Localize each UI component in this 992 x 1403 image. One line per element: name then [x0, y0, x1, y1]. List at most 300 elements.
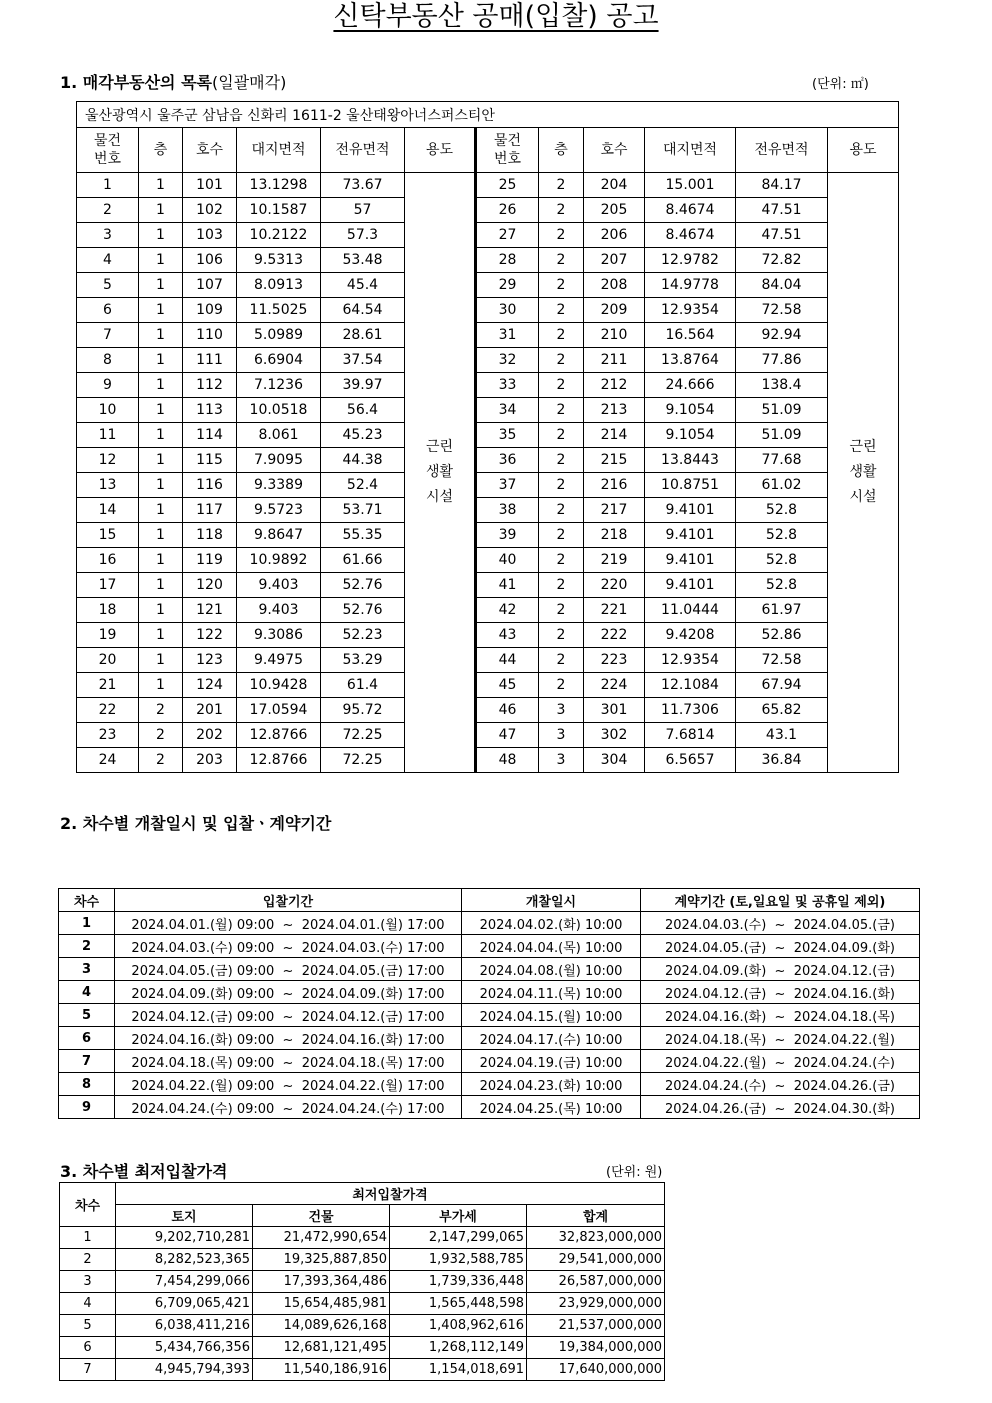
table-cell: 77.68: [736, 448, 828, 473]
usage-cell-left: 근린 생활 시설: [405, 173, 476, 773]
round-cell: 5: [60, 1315, 116, 1337]
table-cell: 6.5657: [645, 748, 736, 773]
table-cell: 202: [183, 723, 237, 748]
price-cell: 17,393,364,486: [253, 1271, 390, 1293]
table-cell: 9.403: [237, 573, 321, 598]
table-cell: 1: [139, 223, 183, 248]
round-header: 차수: [60, 1183, 116, 1227]
column-header: 합계: [527, 1205, 665, 1227]
table-cell: 223: [584, 648, 645, 673]
table-cell: 2: [539, 623, 584, 648]
table-cell: 45.4: [321, 273, 405, 298]
round-cell: 6: [60, 1337, 116, 1359]
table-cell: 2: [139, 698, 183, 723]
table-cell: 2024.04.05.(금) 09:00 ~ 2024.04.05.(금) 17:00: [115, 958, 462, 981]
table-cell: 77.86: [736, 348, 828, 373]
table-row: [77, 473, 899, 498]
table-row: [59, 1096, 920, 1119]
round-cell: 8: [59, 1073, 115, 1096]
table-cell: 10.9892: [237, 548, 321, 573]
table-cell: 16.564: [645, 323, 736, 348]
table-cell: 2024.04.18.(목) 09:00 ~ 2024.04.18.(목) 17:00: [115, 1050, 462, 1073]
table-cell: 2024.04.19.(금) 10:00: [462, 1050, 641, 1073]
price-cell: 26,587,000,000: [527, 1271, 665, 1293]
table-cell: 57.3: [321, 223, 405, 248]
column-header: 전유면적: [321, 128, 405, 173]
table-cell: 120: [183, 573, 237, 598]
table-cell: 61.02: [736, 473, 828, 498]
table-cell: 2: [539, 173, 584, 198]
table-row: [59, 1073, 920, 1096]
table-cell: 1: [139, 423, 183, 448]
table-cell: 212: [584, 373, 645, 398]
table-cell: 28.61: [321, 323, 405, 348]
column-header: 토지: [116, 1205, 253, 1227]
table-row: [77, 673, 899, 698]
table-cell: 2: [539, 448, 584, 473]
table-cell: 53.71: [321, 498, 405, 523]
table-cell: 138.4: [736, 373, 828, 398]
table-cell: 10.9428: [237, 673, 321, 698]
table-cell: 106: [183, 248, 237, 273]
minimum-price-table: [59, 1182, 665, 1381]
table-cell: 107: [183, 273, 237, 298]
header-row: [59, 889, 920, 912]
table-cell: 2024.04.26.(금) ~ 2024.04.30.(화): [641, 1096, 920, 1119]
table-cell: 9.4975: [237, 648, 321, 673]
table-cell: 218: [584, 523, 645, 548]
table-cell: 72.25: [321, 748, 405, 773]
table-cell: 21: [77, 673, 139, 698]
table-cell: 2: [539, 548, 584, 573]
table-cell: 2024.04.09.(화) ~ 2024.04.12.(금): [641, 958, 920, 981]
table-row: [77, 723, 899, 748]
table-cell: 9.403: [237, 598, 321, 623]
table-cell: 2: [539, 398, 584, 423]
price-cell: 6,709,065,421: [116, 1293, 253, 1315]
table-cell: 24.666: [645, 373, 736, 398]
table-cell: 9.4101: [645, 573, 736, 598]
price-cell: 4,945,794,393: [116, 1359, 253, 1381]
table-cell: 34: [476, 398, 539, 423]
table-cell: 219: [584, 548, 645, 573]
table-cell: 2024.04.11.(목) 10:00: [462, 981, 641, 1004]
table-cell: 57: [321, 198, 405, 223]
table-cell: 47.51: [736, 223, 828, 248]
table-cell: 2024.04.04.(목) 10:00: [462, 935, 641, 958]
table-cell: 101: [183, 173, 237, 198]
table-cell: 1: [139, 248, 183, 273]
table-cell: 52.86: [736, 623, 828, 648]
table-cell: 37.54: [321, 348, 405, 373]
column-header: 호수: [183, 128, 237, 173]
round-cell: 5: [59, 1004, 115, 1027]
table-cell: 11: [77, 423, 139, 448]
table-cell: 7.1236: [237, 373, 321, 398]
table-cell: 52.8: [736, 573, 828, 598]
table-row: [60, 1315, 665, 1337]
table-cell: 8.4674: [645, 223, 736, 248]
table-row: [59, 912, 920, 935]
table-cell: 13.1298: [237, 173, 321, 198]
table-cell: 12.8766: [237, 748, 321, 773]
address-row: [77, 102, 899, 128]
table-cell: 48: [476, 748, 539, 773]
table-cell: 41: [476, 573, 539, 598]
round-cell: 2: [60, 1249, 116, 1271]
table-cell: 2: [539, 248, 584, 273]
table-cell: 8.0913: [237, 273, 321, 298]
table-cell: 12.9354: [645, 298, 736, 323]
table-cell: 5: [77, 273, 139, 298]
price-cell: 19,384,000,000: [527, 1337, 665, 1359]
table-cell: 9.1054: [645, 423, 736, 448]
table-cell: 206: [584, 223, 645, 248]
column-header: 차수: [59, 889, 115, 912]
table-cell: 2024.04.01.(월) 09:00 ~ 2024.04.01.(월) 17:00: [115, 912, 462, 935]
group-header: 최저입찰가격: [116, 1183, 665, 1205]
table-row: [60, 1271, 665, 1293]
column-header: 전유면적: [736, 128, 828, 173]
table-row: [77, 223, 899, 248]
table-cell: 207: [584, 248, 645, 273]
table-cell: 220: [584, 573, 645, 598]
table-cell: 122: [183, 623, 237, 648]
table-row: [77, 623, 899, 648]
column-header: 물건 번호: [77, 128, 139, 173]
table-cell: 9.8647: [237, 523, 321, 548]
price-cell: 23,929,000,000: [527, 1293, 665, 1315]
table-cell: 2: [77, 198, 139, 223]
table-cell: 84.04: [736, 273, 828, 298]
table-cell: 1: [139, 448, 183, 473]
table-cell: 95.72: [321, 698, 405, 723]
table-cell: 11.5025: [237, 298, 321, 323]
table-cell: 2: [139, 748, 183, 773]
table-cell: 1: [139, 473, 183, 498]
column-header: 건물: [253, 1205, 390, 1227]
table-cell: 214: [584, 423, 645, 448]
table-cell: 84.17: [736, 173, 828, 198]
table-row: [77, 348, 899, 373]
table-cell: 2: [539, 373, 584, 398]
table-cell: 118: [183, 523, 237, 548]
column-header: 층: [539, 128, 584, 173]
table-cell: 25: [476, 173, 539, 198]
table-cell: 7.9095: [237, 448, 321, 473]
table-row: [77, 398, 899, 423]
table-cell: 117: [183, 498, 237, 523]
column-header: 물건 번호: [476, 128, 539, 173]
table-cell: 2: [539, 673, 584, 698]
table-cell: 13: [77, 473, 139, 498]
table-cell: 109: [183, 298, 237, 323]
table-row: [77, 748, 899, 773]
column-header: 용도: [828, 128, 899, 173]
price-cell: 1,932,588,785: [390, 1249, 527, 1271]
table-cell: 32: [476, 348, 539, 373]
table-cell: 52.8: [736, 548, 828, 573]
column-header: 입찰기간: [115, 889, 462, 912]
table-cell: 110: [183, 323, 237, 348]
table-cell: 40: [476, 548, 539, 573]
table-cell: 67.94: [736, 673, 828, 698]
price-cell: 1,739,336,448: [390, 1271, 527, 1293]
price-cell: 19,325,887,850: [253, 1249, 390, 1271]
table-cell: 302: [584, 723, 645, 748]
price-cell: 6,038,411,216: [116, 1315, 253, 1337]
table-cell: 18: [77, 598, 139, 623]
table-cell: 30: [476, 298, 539, 323]
table-row: [59, 1004, 920, 1027]
table-cell: 2024.04.22.(월) ~ 2024.04.24.(수): [641, 1050, 920, 1073]
table-cell: 2024.04.08.(월) 10:00: [462, 958, 641, 981]
table-cell: 51.09: [736, 398, 828, 423]
table-row: [77, 573, 899, 598]
table-cell: 15.001: [645, 173, 736, 198]
table-cell: 12: [77, 448, 139, 473]
table-cell: 10.0518: [237, 398, 321, 423]
table-cell: 92.94: [736, 323, 828, 348]
table-cell: 2: [539, 648, 584, 673]
table-cell: 72.82: [736, 248, 828, 273]
table-cell: 2: [539, 198, 584, 223]
price-cell: 21,537,000,000: [527, 1315, 665, 1337]
table-cell: 121: [183, 598, 237, 623]
table-cell: 45.23: [321, 423, 405, 448]
table-row: [77, 373, 899, 398]
table-cell: 44.38: [321, 448, 405, 473]
column-header: 대지면적: [237, 128, 321, 173]
table-cell: 115: [183, 448, 237, 473]
round-cell: 4: [59, 981, 115, 1004]
table-cell: 72.25: [321, 723, 405, 748]
table-cell: 52.4: [321, 473, 405, 498]
price-cell: 1,565,448,598: [390, 1293, 527, 1315]
table-cell: 72.58: [736, 298, 828, 323]
table-row: [77, 323, 899, 348]
table-cell: 2: [539, 498, 584, 523]
table-cell: 12.1084: [645, 673, 736, 698]
table-cell: 5.0989: [237, 323, 321, 348]
table-row: [77, 423, 899, 448]
table-cell: 31: [476, 323, 539, 348]
header-row: [60, 1205, 665, 1227]
round-cell: 1: [60, 1227, 116, 1249]
table-cell: 1: [139, 198, 183, 223]
table-cell: 2024.04.18.(목) ~ 2024.04.22.(월): [641, 1027, 920, 1050]
table-row: [77, 598, 899, 623]
price-cell: 21,472,990,654: [253, 1227, 390, 1249]
round-cell: 1: [59, 912, 115, 935]
table-cell: 3: [539, 748, 584, 773]
table-cell: 52.23: [321, 623, 405, 648]
price-cell: 12,681,121,495: [253, 1337, 390, 1359]
table-cell: 47: [476, 723, 539, 748]
column-header: 대지면적: [645, 128, 736, 173]
table-cell: 8.4674: [645, 198, 736, 223]
table-cell: 14: [77, 498, 139, 523]
table-row: [77, 498, 899, 523]
table-cell: 9.1054: [645, 398, 736, 423]
table-cell: 9.4208: [645, 623, 736, 648]
table-cell: 52.8: [736, 498, 828, 523]
table-cell: 1: [139, 648, 183, 673]
table-row: [60, 1337, 665, 1359]
table-row: [59, 1027, 920, 1050]
table-row: [77, 648, 899, 673]
table-cell: 17: [77, 573, 139, 598]
table-cell: 35: [476, 423, 539, 448]
section3-heading: 3. 차수별 최저입찰가격: [60, 1162, 228, 1181]
table-cell: 2024.04.12.(금) ~ 2024.04.16.(화): [641, 981, 920, 1004]
table-cell: 51.09: [736, 423, 828, 448]
table-cell: 1: [139, 348, 183, 373]
table-cell: 53.48: [321, 248, 405, 273]
table-cell: 2024.04.05.(금) ~ 2024.04.09.(화): [641, 935, 920, 958]
table-cell: 4: [77, 248, 139, 273]
table-cell: 1: [77, 173, 139, 198]
table-cell: 61.4: [321, 673, 405, 698]
section2-heading: 2. 차수별 개찰일시 및 입찰ㆍ계약기간: [60, 814, 332, 833]
price-cell: 9,202,710,281: [116, 1227, 253, 1249]
table-row: [59, 935, 920, 958]
table-cell: 47.51: [736, 198, 828, 223]
table-cell: 20: [77, 648, 139, 673]
table-cell: 2024.04.24.(수) ~ 2024.04.26.(금): [641, 1073, 920, 1096]
table-row: [60, 1359, 665, 1381]
price-cell: 32,823,000,000: [527, 1227, 665, 1249]
table-cell: 29: [476, 273, 539, 298]
round-cell: 7: [59, 1050, 115, 1073]
table-cell: 204: [584, 173, 645, 198]
table-cell: 216: [584, 473, 645, 498]
table-row: [59, 1050, 920, 1073]
table-cell: 16: [77, 548, 139, 573]
table-cell: 3: [77, 223, 139, 248]
table-cell: 2: [539, 423, 584, 448]
round-cell: 2: [59, 935, 115, 958]
table-cell: 1: [139, 373, 183, 398]
table-row: [77, 698, 899, 723]
column-header: 용도: [405, 128, 476, 173]
table-cell: 1: [139, 548, 183, 573]
table-row: [60, 1249, 665, 1271]
table-cell: 201: [183, 698, 237, 723]
table-cell: 13.8443: [645, 448, 736, 473]
table-cell: 1: [139, 273, 183, 298]
table-cell: 211: [584, 348, 645, 373]
table-row: [77, 448, 899, 473]
table-row: [59, 981, 920, 1004]
table-cell: 26: [476, 198, 539, 223]
table-cell: 2: [539, 523, 584, 548]
table-cell: 12.9782: [645, 248, 736, 273]
table-cell: 24: [77, 748, 139, 773]
table-cell: 56.4: [321, 398, 405, 423]
round-cell: 3: [60, 1271, 116, 1293]
table-cell: 1: [139, 623, 183, 648]
table-cell: 103: [183, 223, 237, 248]
table-cell: 9.5313: [237, 248, 321, 273]
table-cell: 43.1: [736, 723, 828, 748]
table-cell: 2024.04.17.(수) 10:00: [462, 1027, 641, 1050]
table-row: [77, 548, 899, 573]
table-cell: 52.76: [321, 598, 405, 623]
table-cell: 124: [183, 673, 237, 698]
table-cell: 2: [539, 598, 584, 623]
table-cell: 112: [183, 373, 237, 398]
column-header: 호수: [584, 128, 645, 173]
table-row: [77, 248, 899, 273]
table-cell: 65.82: [736, 698, 828, 723]
table-cell: 52.8: [736, 523, 828, 548]
section1-unit: (단위: ㎡): [812, 77, 869, 92]
table-cell: 6.6904: [237, 348, 321, 373]
column-header: 계약기간 (토,일요일 및 공휴일 제외): [641, 889, 920, 912]
table-cell: 43: [476, 623, 539, 648]
table-cell: 44: [476, 648, 539, 673]
table-cell: 102: [183, 198, 237, 223]
table-cell: 46: [476, 698, 539, 723]
table-cell: 2: [539, 223, 584, 248]
table-row: [77, 273, 899, 298]
table-row: [60, 1293, 665, 1315]
table-cell: 119: [183, 548, 237, 573]
table-cell: 2024.04.22.(월) 09:00 ~ 2024.04.22.(월) 17:00: [115, 1073, 462, 1096]
table-cell: 301: [584, 698, 645, 723]
page-title: 신탁부동산 공매(입찰) 공고: [333, 1, 659, 32]
table-cell: 36: [476, 448, 539, 473]
price-cell: 2,147,299,065: [390, 1227, 527, 1249]
table-cell: 45: [476, 673, 539, 698]
table-cell: 12.9354: [645, 648, 736, 673]
table-cell: 2024.04.02.(화) 10:00: [462, 912, 641, 935]
table-cell: 1: [139, 323, 183, 348]
table-cell: 209: [584, 298, 645, 323]
table-cell: 61.97: [736, 598, 828, 623]
table-cell: 10.8751: [645, 473, 736, 498]
table-cell: 53.29: [321, 648, 405, 673]
price-cell: 1,268,112,149: [390, 1337, 527, 1359]
table-cell: 2024.04.16.(화) 09:00 ~ 2024.04.16.(화) 17:00: [115, 1027, 462, 1050]
table-cell: 27: [476, 223, 539, 248]
section1-heading-suffix: (일괄매각): [212, 73, 287, 92]
table-cell: 8: [77, 348, 139, 373]
table-cell: 123: [183, 648, 237, 673]
round-cell: 3: [59, 958, 115, 981]
table-cell: 2: [539, 298, 584, 323]
round-cell: 6: [59, 1027, 115, 1050]
price-cell: 7,454,299,066: [116, 1271, 253, 1293]
round-cell: 9: [59, 1096, 115, 1119]
price-cell: 8,282,523,365: [116, 1249, 253, 1271]
table-cell: 203: [183, 748, 237, 773]
table-cell: 2024.04.25.(목) 10:00: [462, 1096, 641, 1119]
table-cell: 14.9778: [645, 273, 736, 298]
table-cell: 2: [539, 323, 584, 348]
round-cell: 4: [60, 1293, 116, 1315]
table-cell: 39.97: [321, 373, 405, 398]
table-cell: 10: [77, 398, 139, 423]
table-cell: 2: [539, 573, 584, 598]
price-cell: 14,089,626,168: [253, 1315, 390, 1337]
table-cell: 1: [139, 598, 183, 623]
address-cell: 울산광역시 울주군 삼남읍 신화리 1611-2 울산태왕아너스퍼스티안: [77, 102, 899, 128]
table-cell: 224: [584, 673, 645, 698]
table-cell: 1: [139, 573, 183, 598]
table-cell: 2024.04.12.(금) 09:00 ~ 2024.04.12.(금) 17:00: [115, 1004, 462, 1027]
